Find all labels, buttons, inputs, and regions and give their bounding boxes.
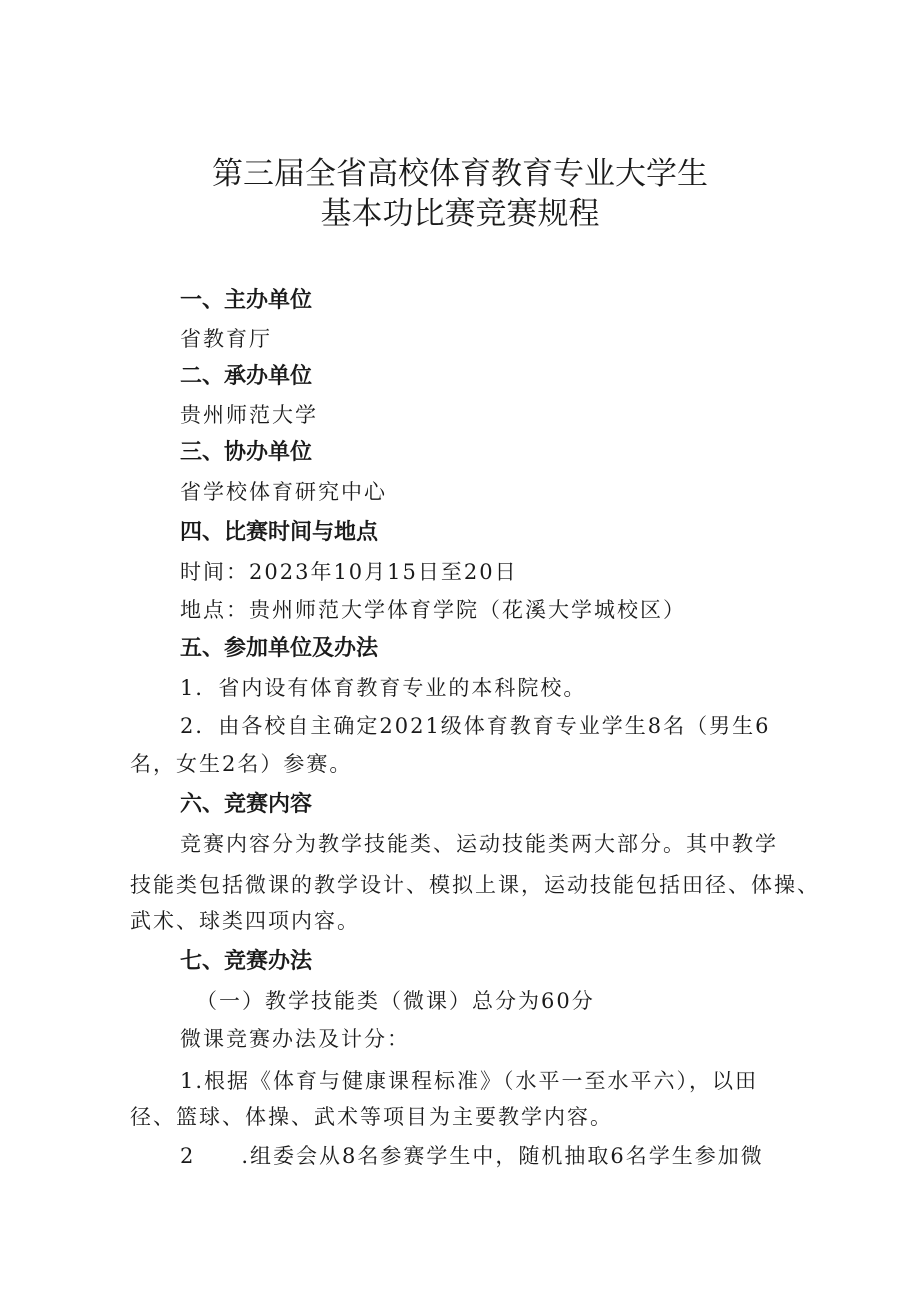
section-4-place: 地点：贵州师范大学体育学院（花溪大学城校区）: [180, 598, 686, 622]
section-1-text: 省教育厅: [180, 327, 272, 351]
section-5-item-2-line-2: 名，女生2名）参赛。: [130, 752, 353, 776]
section-6-paragraph-line-1: 竞赛内容分为教学技能类、运动技能类两大部分。其中教学: [180, 832, 778, 856]
section-1-heading: 一、主办单位: [180, 288, 313, 313]
document-title-line-2: 基本功比赛竞赛规程: [320, 196, 600, 232]
section-7-item-1-line-1: 1.根据《体育与健康课程标准》（水平一至水平六），以田: [180, 1069, 759, 1093]
section-6-heading: 六、竞赛内容: [180, 792, 313, 817]
section-5-item-2-line-1: 2．由各校自主确定2021级体育教育专业学生8名（男生6: [180, 714, 771, 738]
section-6-paragraph-line-3: 武术、球类四项内容。: [130, 909, 360, 933]
section-3-text: 省学校体育研究中心: [180, 480, 387, 504]
section-3-heading: 三、协办单位: [180, 440, 313, 465]
section-2-text: 贵州师范大学: [180, 403, 318, 427]
section-7-heading: 七、竞赛办法: [180, 949, 313, 974]
section-7-sub-heading-1: （一）教学技能类（微课）总分为60分: [196, 989, 595, 1013]
section-6-paragraph-line-2: 技能类包括微课的教学设计、模拟上课，运动技能包括田径、体操、: [130, 873, 820, 897]
section-2-heading: 二、承办单位: [180, 364, 313, 389]
section-5-heading: 五、参加单位及办法: [180, 636, 379, 661]
section-5-item-1: 1．省内设有体育教育专业的本科院校。: [180, 676, 587, 700]
section-7-item-1-line-2: 径、篮球、体操、武术等项目为主要教学内容。: [130, 1105, 613, 1129]
section-4-time: 时间：2023年10月15日至20日: [180, 560, 518, 584]
section-4-heading: 四、比赛时间与地点: [180, 520, 379, 545]
section-7-item-2-line-1: 2 .组委会从8名参赛学生中，随机抽取6名学生参加微: [180, 1144, 764, 1168]
document-title-line-1: 第三届全省高校体育教育专业大学生: [212, 156, 708, 192]
section-7-sub-1-intro: 微课竞赛办法及计分：: [180, 1027, 410, 1051]
